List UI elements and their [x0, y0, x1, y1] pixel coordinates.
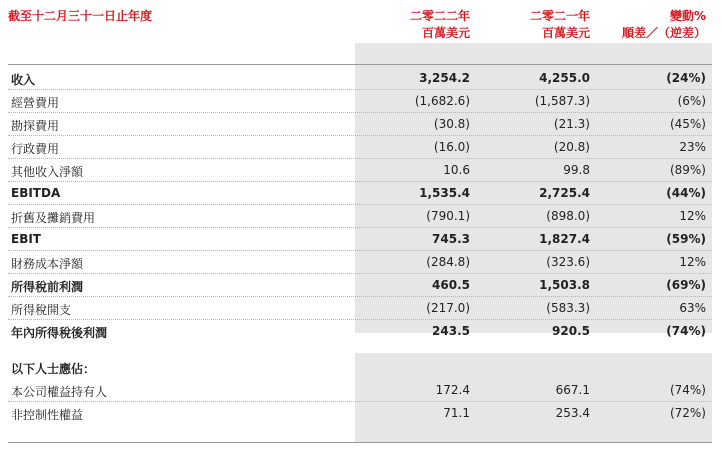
row-label: 行政費用 [11, 142, 60, 156]
value-change: 23% [679, 140, 706, 154]
section-heading [8, 356, 712, 379]
value-change: (44%) [666, 186, 706, 200]
column-header-change [594, 8, 706, 42]
value-2021: 4,255.0 [539, 71, 590, 85]
value-change: (74%) [666, 324, 706, 338]
column-header-change-note: 順差／（逆差） [621, 26, 706, 40]
value-change: (24%) [666, 71, 706, 85]
row-label: 經營費用 [11, 96, 60, 110]
value-2021: (20.8) [553, 140, 590, 154]
value-2021: 253.4 [555, 406, 590, 420]
table-row [8, 159, 712, 182]
value-2021: (21.3) [553, 117, 590, 131]
value-2022: (790.1) [426, 209, 470, 223]
value-2021: 1,503.8 [539, 278, 590, 292]
header-rule [8, 64, 712, 65]
value-2022: (16.0) [433, 140, 470, 154]
table-row [8, 379, 712, 402]
value-2022: 10.6 [443, 163, 470, 177]
value-2021: 667.1 [555, 383, 590, 397]
value-2021: (898.0) [546, 209, 590, 223]
table-row [8, 113, 712, 136]
value-2021: (1,587.3) [534, 94, 590, 108]
column-header-2022-year: 二零二二年 [409, 9, 470, 23]
table-row [8, 274, 712, 297]
value-2022: 243.5 [432, 324, 470, 338]
value-2022: 460.5 [432, 278, 470, 292]
value-change: 12% [679, 255, 706, 269]
footer-rule [8, 442, 712, 443]
value-2021: 2,725.4 [539, 186, 590, 200]
row-label: 折舊及攤銷費用 [11, 211, 96, 225]
table-row [8, 90, 712, 113]
row-label: 所得稅開支 [11, 303, 72, 317]
row-label: 財務成本淨額 [11, 257, 84, 271]
column-header-2021-unit: 百萬美元 [541, 26, 590, 40]
value-2022: 3,254.2 [419, 71, 470, 85]
table-row [8, 67, 712, 90]
row-label: 收入 [11, 73, 36, 87]
value-change: 63% [679, 301, 706, 315]
row-label: 年內所得稅後利潤 [11, 326, 108, 340]
value-change: (89%) [669, 163, 706, 177]
value-change: (59%) [666, 232, 706, 246]
column-header-2021 [480, 8, 590, 42]
table-row [8, 205, 712, 228]
period-label: 截至十二月三十一日止年度 [8, 9, 153, 23]
row-label: 所得稅前利潤 [11, 280, 84, 294]
table-row [8, 297, 712, 320]
column-header-2022 [356, 8, 470, 42]
value-2022: 745.3 [432, 232, 470, 246]
row-label: 其他收入淨額 [11, 165, 84, 179]
column-header-2022-unit: 百萬美元 [421, 26, 470, 40]
table-row [8, 320, 712, 343]
table-row [8, 182, 712, 205]
value-change: (6%) [677, 94, 706, 108]
value-change: (45%) [669, 117, 706, 131]
value-2022: 71.1 [443, 406, 470, 420]
column-header-change-title: 變動% [669, 9, 706, 23]
value-2022: 1,535.4 [419, 186, 470, 200]
table-row [8, 402, 712, 425]
value-2021: (583.3) [546, 301, 590, 315]
value-change: (74%) [669, 383, 706, 397]
table-row [8, 228, 712, 251]
value-2022: (1,682.6) [414, 94, 470, 108]
row-label: EBITDA [11, 186, 61, 200]
table-row [8, 136, 712, 159]
value-2021: 1,827.4 [539, 232, 590, 246]
value-2022: (217.0) [426, 301, 470, 315]
row-label: EBIT [11, 232, 41, 246]
value-2022: 172.4 [435, 383, 470, 397]
value-change: (69%) [666, 278, 706, 292]
value-2022: (30.8) [433, 117, 470, 131]
attributable-heading: 以下人士應佔： [11, 362, 96, 376]
value-2021: (323.6) [546, 255, 590, 269]
row-label: 勘探費用 [11, 119, 60, 133]
value-2021: 99.8 [563, 163, 590, 177]
value-2021: 920.5 [552, 324, 590, 338]
value-change: (72%) [669, 406, 706, 420]
value-2022: (284.8) [426, 255, 470, 269]
column-header-2021-year: 二零二一年 [529, 9, 590, 23]
row-label: 本公司權益持有人 [11, 385, 108, 399]
table-row [8, 251, 712, 274]
value-change: 12% [679, 209, 706, 223]
row-label: 非控制性權益 [11, 408, 84, 422]
